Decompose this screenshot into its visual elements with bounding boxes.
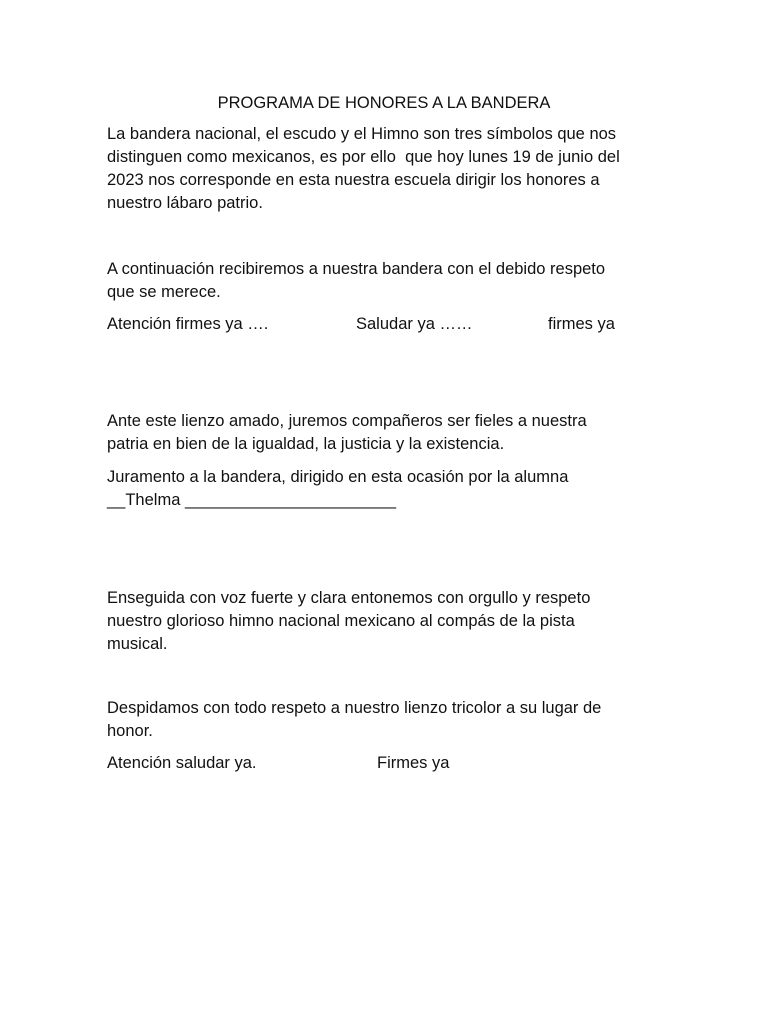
reception-line: que se merece. xyxy=(107,283,221,301)
command-firm: firmes ya xyxy=(548,315,615,333)
intro-line: 2023 nos corresponde en esta nuestra escuela dirigir los honores a xyxy=(107,171,600,189)
farewell-line: Despidamos con todo respeto a nuestro lienzo tricolor a su lugar de xyxy=(107,699,602,717)
command-salute: Saludar ya …… xyxy=(356,315,473,333)
oath-intro-line: Ante este lienzo amado, juremos compañeros ser fieles a nuestra xyxy=(107,412,587,430)
farewell-line: honor. xyxy=(107,722,153,740)
anthem-line: nuestro glorioso himno nacional mexicano al compás de la pista xyxy=(107,612,575,630)
oath-student-line: __Thelma _______________________ xyxy=(107,491,397,509)
intro-line: distinguen como mexicanos, es por ello que hoy lunes 19 de junio del xyxy=(107,148,620,166)
command-attention-firm: Atención firmes ya …. xyxy=(107,315,269,333)
reception-line: A continuación recibiremos a nuestra bandera con el debido respeto xyxy=(107,260,606,278)
oath-intro-line: patria en bien de la igualdad, la justicia y la existencia. xyxy=(107,435,505,453)
document-title: PROGRAMA DE HONORES A LA BANDERA xyxy=(217,94,551,112)
oath-line: Juramento a la bandera, dirigido en esta ocasión por la alumna xyxy=(107,468,569,486)
command-attention-salute: Atención saludar ya. xyxy=(107,754,257,772)
intro-line: La bandera nacional, el escudo y el Himno son tres símbolos que nos xyxy=(107,125,617,143)
anthem-line: musical. xyxy=(107,635,168,653)
command-firm-final: Firmes ya xyxy=(377,754,450,772)
intro-line: nuestro lábaro patrio. xyxy=(107,194,263,212)
anthem-line: Enseguida con voz fuerte y clara entonemos con orgullo y respeto xyxy=(107,589,591,607)
